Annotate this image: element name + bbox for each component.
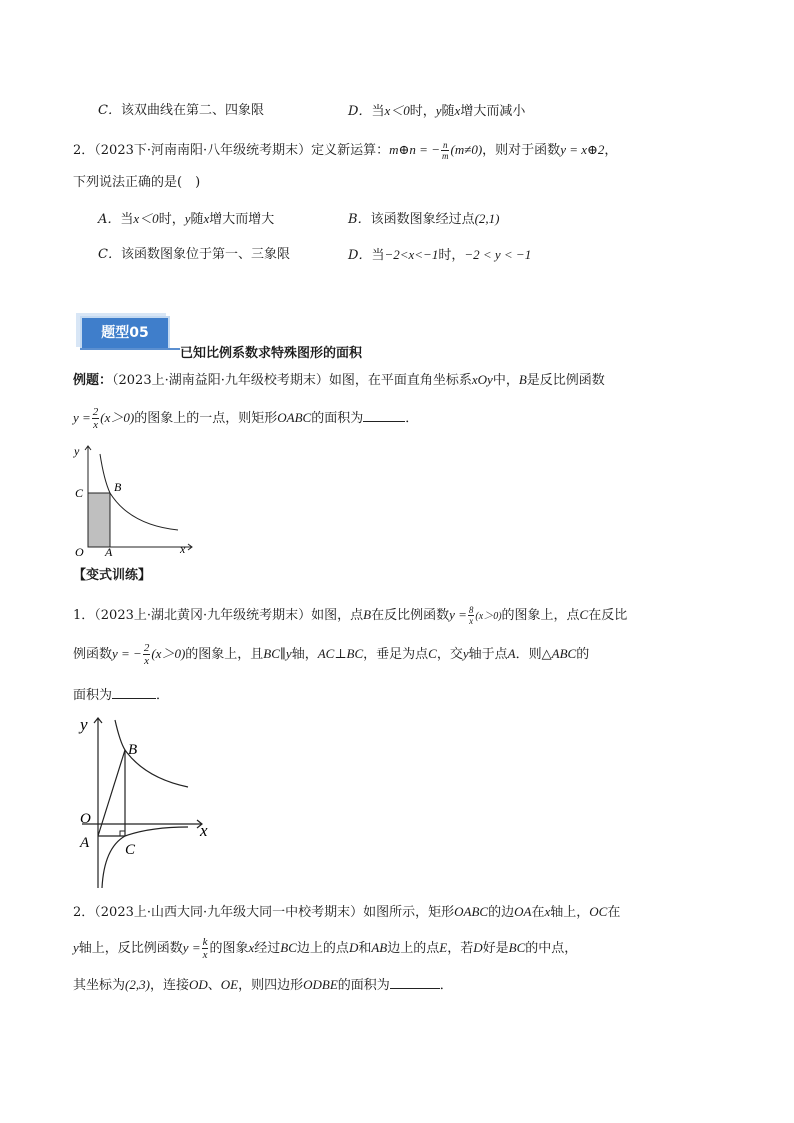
right-angle-mark xyxy=(120,831,125,836)
math-var: OA xyxy=(514,904,532,919)
question-text: ，则四边形 xyxy=(238,978,304,993)
math-condition: (x＞0) xyxy=(151,646,186,661)
q2-option-c xyxy=(98,245,290,265)
math-var: BC xyxy=(280,940,297,955)
option-text: 该双曲线在第二、四象限 xyxy=(120,103,264,118)
question-text: 轴上， xyxy=(550,905,590,920)
question-number: 2． xyxy=(73,143,95,158)
math-formula: y = − xyxy=(112,646,142,661)
math-point: (2,3) xyxy=(125,977,150,992)
label-x: x xyxy=(200,821,208,840)
p1-line1 xyxy=(73,602,627,630)
option-text: 随 xyxy=(441,104,455,119)
option-letter: B． xyxy=(348,212,371,227)
option-letter: C． xyxy=(98,247,121,262)
question-text: 的图象上的一点，则矩形 xyxy=(134,411,278,426)
prev-option-d xyxy=(348,101,525,122)
math-var: BC xyxy=(508,940,526,955)
frac-numerator: 2 xyxy=(92,406,99,418)
question-text: 如图所示，矩形 xyxy=(363,905,455,920)
frac-denominator: m xyxy=(441,151,449,161)
label-c: C xyxy=(125,842,136,858)
question-text: 面积为 xyxy=(73,688,113,703)
answer-blank[interactable] xyxy=(390,974,440,989)
p2-line2 xyxy=(73,934,577,963)
question-text: 、 xyxy=(207,978,221,993)
math-var: C xyxy=(579,607,589,622)
math-var: x xyxy=(544,904,551,919)
math-condition: (x＞0) xyxy=(475,611,502,622)
label-o: O xyxy=(75,545,84,559)
math-fraction xyxy=(202,936,209,961)
math-var: y xyxy=(73,940,79,955)
question-text: 轴于点 xyxy=(468,647,508,662)
practice-heading: 【变式训练】 xyxy=(73,568,152,583)
question-text: 的图象 xyxy=(209,941,249,956)
question-text: ，垂足为点 xyxy=(363,647,429,662)
math-var: y xyxy=(184,211,191,226)
math-condition: −2 < y < −1 xyxy=(464,247,532,262)
question-text: 如图，点 xyxy=(311,608,364,623)
question-source: （2023上·湖北黄冈·九年级统考期末） xyxy=(94,608,312,623)
frac-numerator: 2 xyxy=(143,642,150,654)
frac-numerator: k xyxy=(202,936,208,948)
math-var: OE xyxy=(220,977,239,992)
math-var: x xyxy=(203,211,210,226)
math-var: y xyxy=(462,646,469,661)
math-condition: (x＞0) xyxy=(100,410,135,425)
question-text: 经过 xyxy=(254,941,281,956)
question-text: ．则 xyxy=(515,647,542,662)
frac-numerator: 8 xyxy=(468,605,474,615)
label-c: C xyxy=(75,486,84,500)
math-var: xOy xyxy=(471,372,493,387)
question-text: 和 xyxy=(358,941,372,956)
question-text: 如图，在平面直角坐标系 xyxy=(328,373,472,388)
math-fraction xyxy=(468,605,475,626)
example-line2 xyxy=(73,404,418,433)
math-formula: AC⊥BC xyxy=(317,646,364,661)
math-var: D xyxy=(348,940,359,955)
q2-option-a xyxy=(98,209,274,230)
label-a: A xyxy=(105,545,113,559)
question-text: 的边 xyxy=(488,905,515,920)
frac-numerator: n xyxy=(442,140,448,150)
question-text: 中， xyxy=(492,373,519,388)
question-text: ，连接 xyxy=(149,978,189,993)
math-var: OC xyxy=(589,904,608,919)
question-text: 在反比 xyxy=(588,608,628,623)
math-formula: y = xyxy=(73,410,91,425)
math-formula: y = x⊕2 xyxy=(560,142,605,157)
math-var: y xyxy=(435,103,442,118)
option-letter: D． xyxy=(348,248,372,263)
math-fraction xyxy=(92,406,100,431)
label-b: B xyxy=(128,742,138,758)
question-text: 轴， xyxy=(291,647,318,662)
math-var: △ABC xyxy=(541,646,577,661)
section-rule xyxy=(80,348,180,350)
math-var: x xyxy=(248,940,255,955)
option-text: 该函数图象经过点 xyxy=(370,212,475,227)
label-y: y xyxy=(74,444,80,458)
option-text: 当 xyxy=(120,212,134,227)
frac-denominator: x xyxy=(202,949,208,961)
question-text: 边上的点 xyxy=(296,941,349,956)
question-source: （2023下·河南南阳·八年级统考期末） xyxy=(94,143,312,158)
question-text: 在 xyxy=(607,905,621,920)
q2-line2: 下列说法正确的是( ) xyxy=(73,175,201,190)
option-text: 时， xyxy=(409,104,436,119)
math-var: OD xyxy=(188,977,208,992)
question-text: 其坐标为 xyxy=(73,978,126,993)
question-text: ，交 xyxy=(436,647,463,662)
question-text: ． xyxy=(405,411,419,426)
math-var: OABC xyxy=(454,904,489,919)
option-text: 该函数图象位于第一、三象限 xyxy=(120,247,290,262)
math-formula: y = xyxy=(182,940,201,955)
math-var: x xyxy=(454,103,461,118)
question-text: 的 xyxy=(576,647,590,662)
question-text: ，若 xyxy=(447,941,474,956)
question-text: 的面积为 xyxy=(311,411,364,426)
option-text: 时， xyxy=(158,212,185,227)
math-var: E xyxy=(439,940,448,955)
answer-blank[interactable] xyxy=(363,407,405,422)
q2-option-d xyxy=(348,245,531,266)
math-var: B xyxy=(518,372,527,387)
example-label: 例题： xyxy=(73,373,113,388)
frac-denominator: x xyxy=(144,655,150,667)
option-letter: D． xyxy=(348,104,372,119)
option-letter: C． xyxy=(98,103,121,118)
math-var: A xyxy=(507,646,516,661)
prev-option-c xyxy=(98,101,264,121)
math-fraction xyxy=(441,140,450,161)
math-fraction xyxy=(143,642,151,667)
label-x: x xyxy=(180,542,186,556)
hyperbola-curve xyxy=(100,454,178,530)
option-text: 随 xyxy=(190,212,204,227)
example-line1 xyxy=(73,370,605,391)
q2-option-b xyxy=(348,209,500,230)
label-a: A xyxy=(80,835,90,851)
section-badge: 题型05 xyxy=(80,316,170,350)
label-y: y xyxy=(80,715,88,734)
figure-rectangle-hyperbola xyxy=(70,440,200,560)
option-text: 当 xyxy=(371,248,385,263)
question-text: 在 xyxy=(531,905,545,920)
shaded-rectangle xyxy=(88,493,110,547)
option-text: 当 xyxy=(371,104,385,119)
option-letter: A． xyxy=(98,212,121,227)
frac-denominator: x xyxy=(469,616,474,626)
segment-ab xyxy=(98,750,125,836)
figure-triangle-hyperbolas xyxy=(70,712,220,894)
math-var: ODBE xyxy=(303,977,338,992)
math-var: B xyxy=(363,607,372,622)
math-var: C xyxy=(428,646,437,661)
question-text: 的图象上，且 xyxy=(185,647,264,662)
question-text: 是反比例函数 xyxy=(526,373,605,388)
hyperbola-positive xyxy=(115,720,188,787)
p1-line3 xyxy=(73,684,169,706)
math-var: OABC xyxy=(277,410,312,425)
question-text: 的中点， xyxy=(525,941,578,956)
math-formula: m⊕n = − xyxy=(389,142,440,157)
question-text: ． xyxy=(439,978,453,993)
option-text: 增大而减小 xyxy=(460,104,526,119)
question-number: 1． xyxy=(73,608,95,623)
math-var: BC∥y xyxy=(263,646,292,661)
question-text: 轴上，反比例函数 xyxy=(78,941,183,956)
section-title: 已知比例系数求特殊图形的面积 xyxy=(180,346,363,361)
p1-line2 xyxy=(73,640,589,669)
math-point: (2,1) xyxy=(474,211,500,226)
question-text: 例函数 xyxy=(73,647,113,662)
math-condition: x＜0 xyxy=(133,211,159,226)
question-text: 边上的点 xyxy=(387,941,440,956)
question-text: ， xyxy=(604,143,618,158)
frac-denominator: x xyxy=(93,419,98,431)
label-o: O xyxy=(80,811,91,827)
q2-line1 xyxy=(73,137,617,164)
label-b: B xyxy=(114,480,122,494)
option-text: 增大而增大 xyxy=(209,212,275,227)
option-text: 时， xyxy=(438,248,465,263)
question-text: ． xyxy=(156,688,170,703)
question-text: 在反比例函数 xyxy=(371,608,450,623)
question-number: 2． xyxy=(73,905,95,920)
p2-line3 xyxy=(73,974,453,996)
question-text: 好是 xyxy=(482,941,509,956)
p2-line1 xyxy=(73,902,620,923)
math-condition: x＜0 xyxy=(384,103,410,118)
math-condition: (m≠0) xyxy=(450,142,483,157)
question-text: 的面积为 xyxy=(337,978,390,993)
math-var: AB xyxy=(371,940,388,955)
question-text: 定义新运算： xyxy=(311,143,390,158)
question-text: 的图象上，点 xyxy=(501,608,580,623)
math-var: D xyxy=(473,940,483,955)
math-condition: −2<x<−1 xyxy=(384,247,439,262)
answer-blank[interactable] xyxy=(112,684,156,699)
question-source: （2023上·山西大同·九年级大同一中校考期末） xyxy=(94,905,364,920)
math-formula: y = xyxy=(449,607,467,622)
question-text: ，则对于函数 xyxy=(482,143,561,158)
question-source: （2023上·湖南益阳·九年级校考期末） xyxy=(112,373,329,388)
